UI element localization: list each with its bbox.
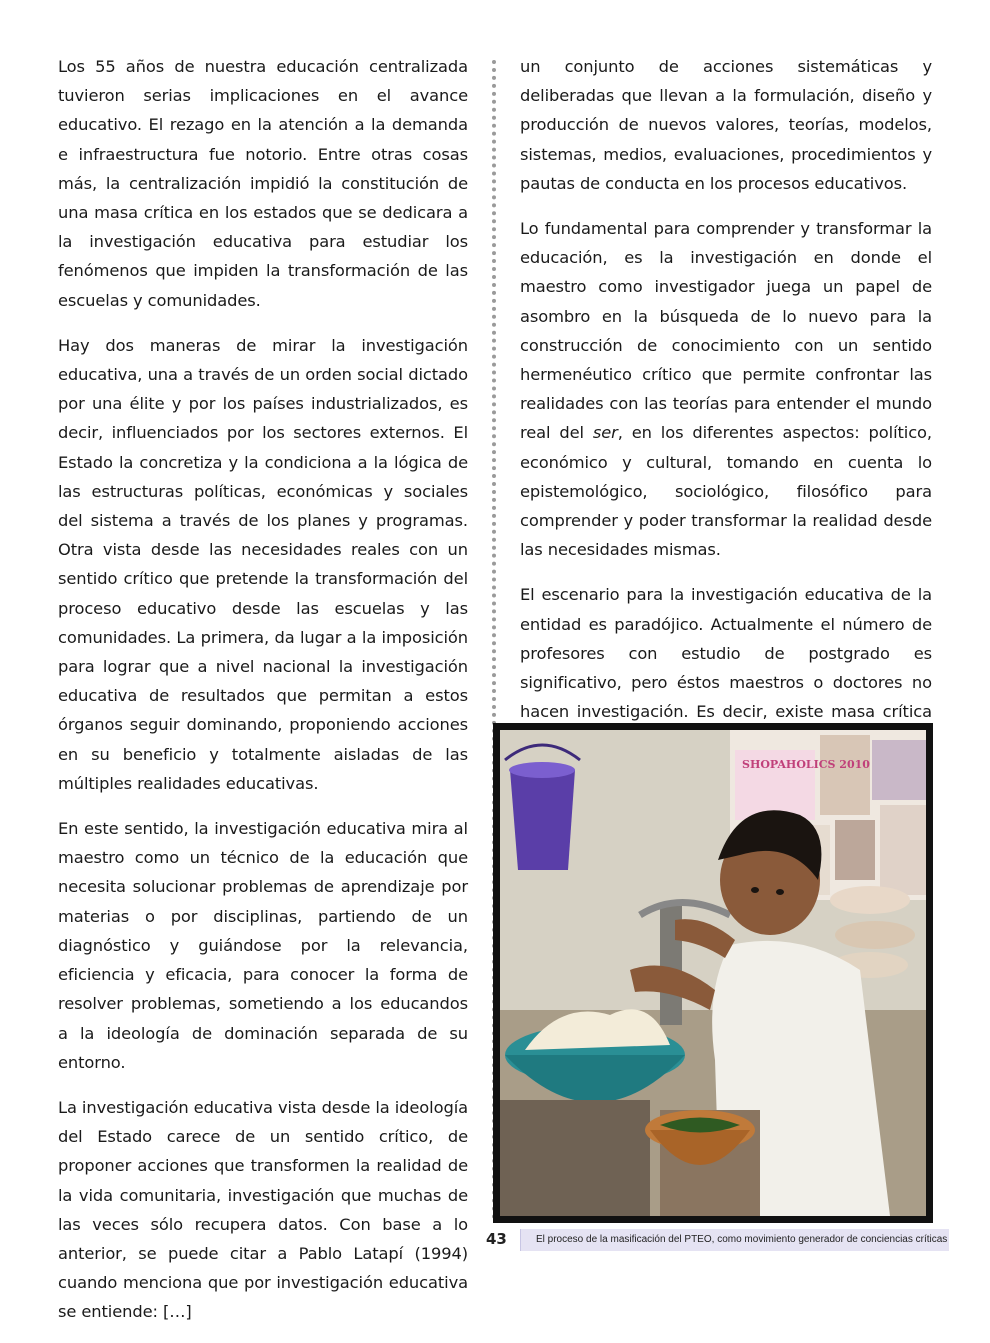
paragraph <box>520 214 932 564</box>
right-column <box>520 52 932 772</box>
paragraph-text: Lo fundamental para comprender y transformar la educación, es la investigación en donde el maestro como investigador juega un papel de asombro en la búsqueda de lo nuevo para la construcción de conocimiento con un sentido hermenéutico crítico que permite confrontar las realidades con las teorías para entender el mundo real del <box>520 219 932 443</box>
photo-scene <box>500 730 926 1216</box>
paragraph: La investigación educativa vista desde la ideología del Estado carece de un sentido crítico, de proponer acciones que transformen la realidad de la vida comunitaria, investigación que muchas de las veces sólo recupera datos. Con base a lo anterior, se puede citar a Pablo Latapí (1994) cuando menciona que por investigación educativa se entiende: […] <box>58 1097 468 1322</box>
photo-boy-kneading-dough <box>493 723 933 1223</box>
italic-term: ser <box>592 423 618 443</box>
page-number: 43 <box>486 1230 507 1248</box>
poster-text: SHOPAHOLICS 2010 <box>742 758 870 771</box>
running-title: El proceso de la masificación del PTEO, como movimiento generador de conciencias críticas <box>536 1234 948 1245</box>
paragraph: El escenario para la investigación educativa de la entidad es paradójico. Actualmente el número de profesores con estudio de postgrado es significativo, pero éstos maestros o doctores no hacen investigación. Es decir, existe masa crítica <box>520 585 932 722</box>
left-column <box>58 52 468 1343</box>
paragraph: En este sentido, la investigación educativa mira al maestro como un técnico de la educación que necesita solucionar problemas de aprendizaje por materias o por disciplinas, partiendo de un diagnóstico y guiándose por la relevancia, eficiencia y eficacia, para conocer la forma de resolver problemas, sometiendo a los educandos a la ideología de dominación separada de su entorno. <box>58 819 468 1072</box>
paragraph: Hay dos maneras de mirar la investigación educativa, una a través de un orden social dictado por una élite y por los países industrializados, es decir, influenciados por los sectores externos. El Estado la concretiza y la condiciona a la lógica de las estructuras políticas, económicas y sociales del sistema a través de los planes y programas. Otra vista desde las necesidades reales con un sentido crítico que pretende la transformación del proceso educativo desde las escuelas y las comunidades. La primera, da lugar a la imposición para lograr que a nivel nacional la investigación educativa de resultados que permitan a estos órganos seguir dominando, proponiendo acciones en su beneficio y totalmente aisladas de las múltiples realidades educativas. <box>58 335 468 793</box>
paragraph: un conjunto de acciones sistemáticas y deliberadas que llevan a la formulación, diseño y producción de nuevos valores, teorías, modelos, sistemas, medios, evaluaciones, procedimientos y pautas de conducta en los procesos educativos. <box>520 57 932 193</box>
paragraph-text: , en los diferentes aspectos: político, económico y cultural, tomando en cuenta lo epistemológico, sociológico, filosófico para comprender y poder transformar la realidad desde las necesidades mismas. <box>520 423 932 560</box>
paragraph: Los 55 años de nuestra educación centralizada tuvieron serias implicaciones en el avance educativo. El rezago en la atención a la demanda e infraestructura fue notorio. Entre otras cosas más, la centralización impidió la constitución de una masa crítica en los estados que se dedicara a la investigación educativa para estudiar los fenómenos que impiden la transformación de las escuelas y comunidades. <box>58 57 468 310</box>
photo-illustration <box>500 730 926 1216</box>
